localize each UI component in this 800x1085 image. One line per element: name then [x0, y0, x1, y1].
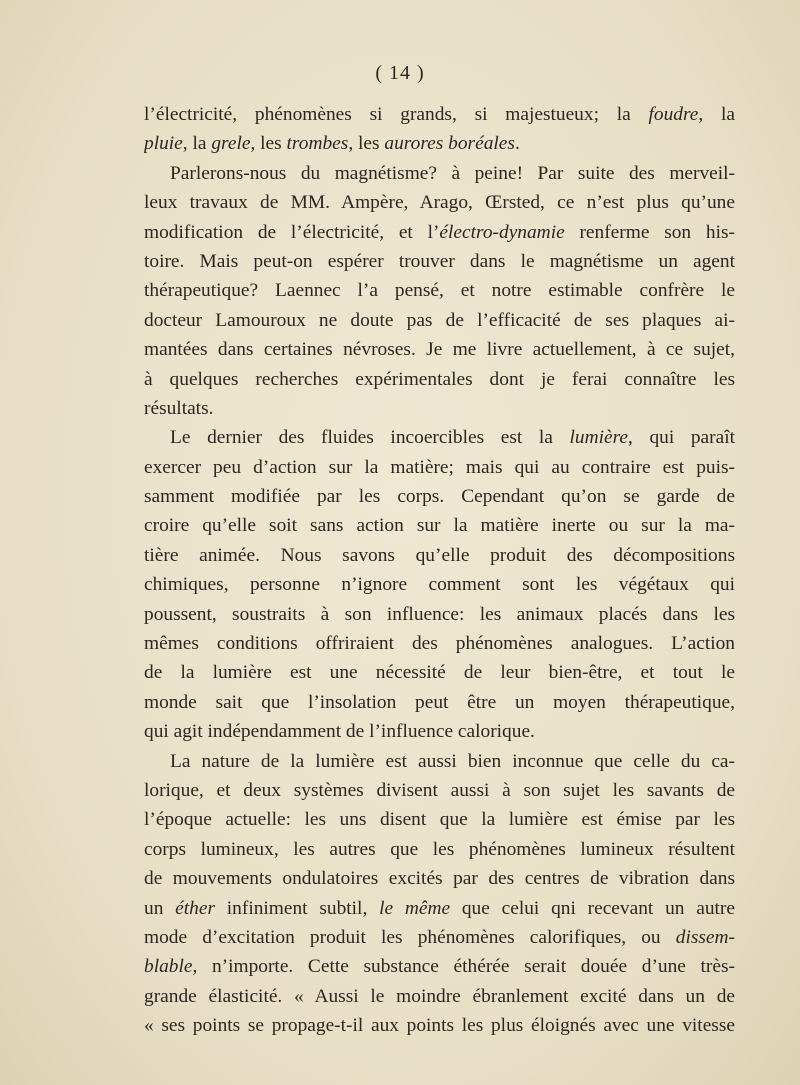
text-line	[144, 129, 735, 158]
text-segment: , les	[348, 133, 385, 155]
text-line	[144, 805, 735, 834]
body-text	[144, 100, 735, 1041]
text-segment: monde sait que l’insolation peut être un moyen thérapeutique,	[144, 691, 735, 713]
text-line	[144, 717, 735, 746]
text-line	[144, 247, 735, 276]
text-segment: , les	[250, 133, 287, 155]
text-line	[144, 688, 735, 717]
text-segment: grande élasticité. « Aussi le moindre ébranlement excité dans un de	[144, 985, 735, 1007]
text-segment: de la lumière est une nécessité de leur bien-être, et tout le	[144, 662, 735, 684]
text-line	[144, 218, 735, 247]
text-segment: , n’importe. Cette substance éthérée serait douée d’une très-	[192, 956, 735, 978]
text-segment: de mouvements ondulatoires excités par des centres de vibration dans	[144, 868, 735, 890]
text-segment: , qui paraît	[628, 427, 735, 449]
italic-term: foudre	[648, 104, 699, 125]
text-segment: tière animée. Nous savons qu’elle produit des décompositions	[144, 544, 735, 566]
text-segment: exercer peu d’action sur la matière; mais qui au contraire est puis-	[144, 456, 735, 478]
text-line	[144, 188, 735, 217]
text-segment: toire. Mais peut-on espérer trouver dans le magnétisme un agent	[144, 250, 735, 272]
italic-term: éther	[175, 897, 216, 919]
italic-term: trombes	[286, 133, 349, 155]
text-segment: docteur Lamouroux ne doute pas de l’efficacité de ses plaques ai-	[144, 309, 735, 331]
italic-term: le même	[379, 897, 451, 919]
text-segment: chimiques, personne n’ignore comment sont les végétaux qui	[144, 574, 735, 596]
italic-term: lumière	[569, 427, 628, 449]
italic-term: blable	[144, 956, 193, 978]
text-line	[144, 747, 735, 776]
text-segment: à quelques recherches expérimentales dont je ferai connaître les	[144, 368, 735, 390]
text-line	[144, 600, 735, 629]
text-line	[144, 423, 735, 452]
text-segment: mode d’excitation produit les phénomènes calorifiques, ou	[144, 926, 676, 948]
text-line	[144, 658, 735, 687]
text-line	[144, 864, 735, 893]
text-line	[144, 629, 735, 658]
text-segment: croire qu’elle soit sans action sur la matière inerte ou sur la ma-	[144, 515, 735, 537]
text-segment: un	[144, 897, 176, 919]
text-line	[144, 982, 735, 1011]
text-segment: l’électricité, phénomènes si grands, si majestueux; la	[144, 104, 649, 125]
text-segment: corps lumineux, les autres que les phénomènes lumineux résultent	[144, 838, 735, 860]
text-segment: « ses points se propage-t-il aux points les plus éloignés avec une vitesse	[144, 1015, 735, 1037]
text-line	[144, 776, 735, 805]
text-segment: renferme son his-	[564, 221, 735, 243]
text-line	[144, 306, 735, 335]
text-line	[144, 570, 735, 599]
text-line	[144, 100, 735, 129]
italic-term: grele	[211, 133, 251, 155]
italic-term: électro-dynamie	[439, 221, 565, 243]
page-number: ( 14 )	[375, 62, 425, 84]
text-segment: que celui qni recevant un autre	[450, 897, 735, 919]
text-line	[144, 1011, 735, 1040]
text-segment: thérapeutique? Laennec l’a pensé, et notre estimable confrère le	[144, 280, 735, 302]
text-segment: Parlerons-nous du magnétisme? à peine! Par suite des merveil-	[170, 162, 735, 184]
text-segment: l’époque actuelle: les uns disent que la lumière est émise par les	[144, 809, 735, 831]
text-line	[144, 952, 735, 981]
text-segment: , la	[698, 104, 735, 125]
text-segment: Le dernier des fluides incoercibles est la	[170, 427, 570, 449]
text-line	[144, 335, 735, 364]
italic-term: dissem-	[675, 926, 735, 948]
text-line	[144, 894, 735, 923]
text-line	[144, 365, 735, 394]
text-segment: mêmes conditions offriraient des phénomènes analogues. L’action	[144, 633, 735, 655]
text-line	[144, 482, 735, 511]
text-segment: infiniment subtil,	[215, 897, 380, 919]
text-segment: La nature de la lumière est aussi bien inconnue que celle du ca-	[170, 750, 735, 772]
text-line	[144, 541, 735, 570]
text-line	[144, 511, 735, 540]
text-segment: .	[514, 133, 520, 155]
text-segment: qui agit indépendamment de l’influence calorique.	[144, 721, 535, 743]
text-segment: poussent, soustraits à son influence: les animaux placés dans les	[144, 603, 735, 625]
italic-term: pluie	[144, 133, 183, 155]
text-line	[144, 276, 735, 305]
text-segment: samment modifiée par les corps. Cependant qu’on se garde de	[144, 486, 735, 508]
text-line	[144, 394, 735, 423]
italic-term: aurores boréales	[384, 133, 515, 155]
text-segment: modification de l’électricité, et l’	[144, 221, 440, 243]
text-segment: résultats.	[144, 397, 214, 419]
text-line	[144, 159, 735, 188]
text-segment: leux travaux de MM. Ampère, Arago, Œrsted, ce n’est plus qu’une	[144, 192, 735, 214]
text-line	[144, 835, 735, 864]
text-line	[144, 453, 735, 482]
text-segment: , la	[182, 133, 212, 155]
text-segment: lorique, et deux systèmes divisent aussi à son sujet les savants de	[144, 779, 735, 801]
text-segment: mantées dans certaines névroses. Je me livre actuellement, à ce sujet,	[144, 339, 735, 361]
text-line	[144, 923, 735, 952]
